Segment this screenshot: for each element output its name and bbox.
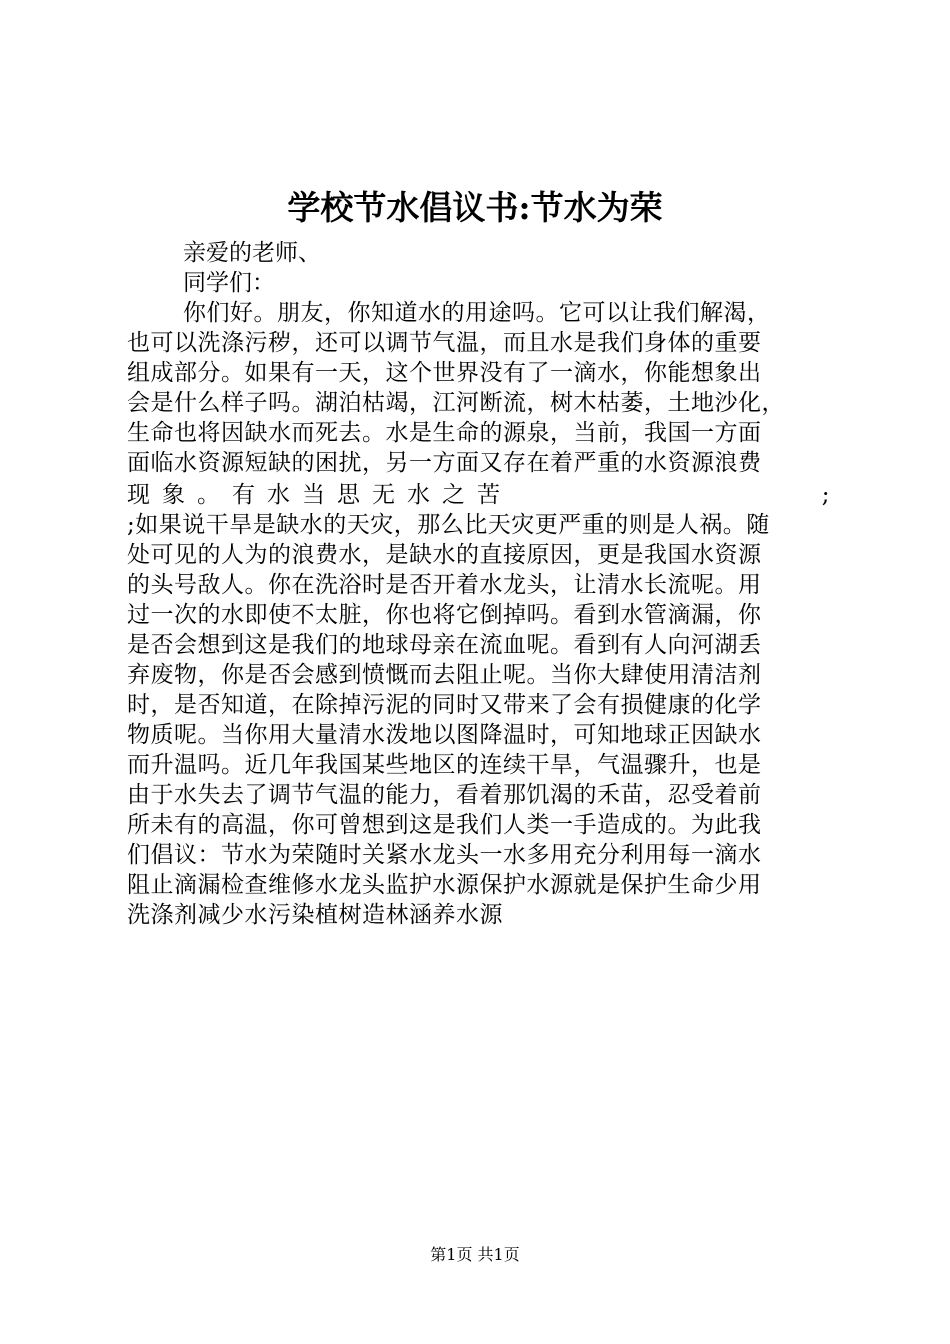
body-line: 所未有的高温，你可曾想到这是我们人类一手造成的。为此我 — [127, 812, 762, 838]
body-line-justified — [127, 480, 830, 510]
body-line: 阻止滴漏检查维修水龙头监护水源保护水源就是保护生命少用 — [127, 872, 762, 898]
body-line: 处可见的人为的浪费水，是缺水的直接原因，更是我国水资源 — [127, 542, 762, 568]
body-line: 会是什么样子吗。湖泊枯竭，江河断流，树木枯萎，土地沙化， — [127, 390, 785, 416]
body-line: 是否会想到这是我们的地球母亲在流血呢。看到有人向河湖丢 — [127, 632, 762, 658]
body-line-left: 现象。有水当思无水之苦 — [127, 482, 512, 508]
body-line: 的头号敌人。你在洗浴时是否开着水龙头，让清水长流呢。用 — [127, 572, 762, 598]
greeting-line-1: 亲爱的老师、 — [183, 240, 321, 266]
body-line: 弃废物，你是否会感到愤慨而去阻止呢。当你大肆使用清洁剂 — [127, 662, 762, 688]
body-line: 由于水失去了调节气温的能力，看着那饥渴的禾苗，忍受着前 — [127, 782, 762, 808]
body-line-right: ; — [821, 482, 830, 508]
body-line: 面临水资源短缺的困扰，另一方面又存在着严重的水资源浪费 — [127, 450, 762, 476]
body-line: ;如果说干旱是缺水的天灾，那么比天灾更严重的则是人祸。随 — [127, 512, 770, 538]
body-line: 洗涤剂减少水污染植树造林涵养水源 — [127, 902, 503, 928]
page-footer: 第1页 共1页 — [430, 1245, 520, 1264]
body-line: 而升温吗。近几年我国某些地区的连续干旱，气温骤升，也是 — [127, 752, 762, 778]
body-line: 过一次的水即使不太脏，你也将它倒掉吗。看到水管滴漏，你 — [127, 602, 762, 628]
body-line: 们倡议：节水为荣随时关紧水龙头一水多用充分利用每一滴水 — [127, 842, 762, 868]
body-line: 组成部分。如果有一天，这个世界没有了一滴水，你能想象出 — [127, 360, 762, 386]
body-line: 也可以洗涤污秽，还可以调节气温，而且水是我们身体的重要 — [127, 330, 762, 356]
greeting-line-2: 同学们： — [183, 270, 275, 296]
body-line: 物质呢。当你用大量清水泼地以图降温时，可知地球正因缺水 — [127, 722, 762, 748]
body-line: 你们好。朋友，你知道水的用途吗。它可以让我们解渴， — [183, 300, 771, 326]
body-line: 时，是否知道，在除掉污泥的同时又带来了会有损健康的化学 — [127, 692, 762, 718]
body-line: 生命也将因缺水而死去。水是生命的源泉，当前，我国一方面 — [127, 420, 762, 446]
document-title: 学校节水倡议书:节水为荣 — [287, 188, 663, 227]
